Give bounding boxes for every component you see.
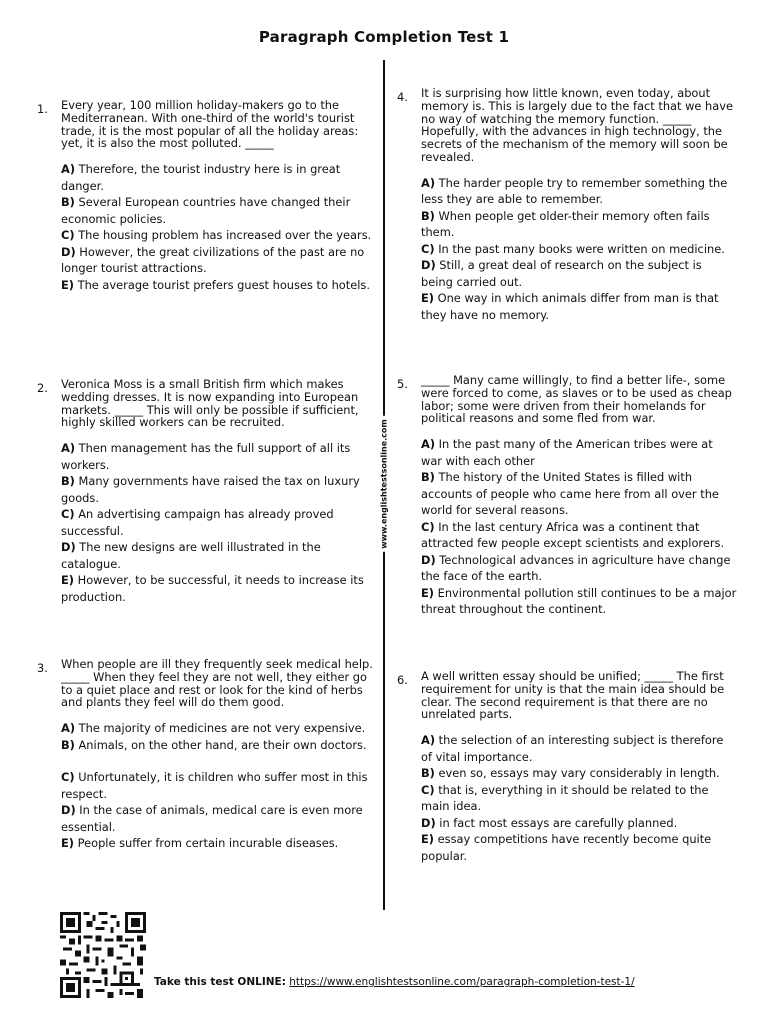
question-number: 5.	[397, 377, 408, 391]
option-letter: B)	[421, 766, 435, 781]
option-c[interactable]	[61, 227, 373, 244]
option-b[interactable]	[61, 737, 377, 754]
question-number: 2.	[37, 381, 48, 395]
option-letter: B)	[61, 737, 75, 752]
footer	[154, 976, 635, 988]
question-stem: Every year, 100 million holiday-makers go to the Mediterranean. With one-third of the world's tourist trade, it is the most popular of all the holiday areas: yet, it is also the most polluted. _____	[61, 98, 359, 151]
option-a[interactable]	[61, 440, 373, 473]
option-letter: E)	[61, 277, 74, 292]
option-text: In the past many books were written on medicine.	[438, 241, 725, 256]
qr-code-icon[interactable]	[58, 912, 148, 998]
option-letter: E)	[421, 832, 434, 847]
option-letter: C)	[61, 770, 75, 785]
option-letter: C)	[421, 241, 435, 256]
option-letter: D)	[61, 244, 76, 259]
test-online-link[interactable]: https://www.englishtestsonline.com/paragraph-completion-test-1/	[289, 976, 635, 988]
question-stem: Veronica Moss is a small British firm which makes wedding dresses. It is now expanding into European markets. _____ This will only be possible if sufficient, highly skilled workers can be recruited.	[61, 377, 359, 430]
option-e[interactable]	[421, 585, 737, 618]
question-stem: A well written essay should be unified; _____ The first requirement for unity is that the main idea should be clear. The second requirement is that there are no unrelated parts.	[421, 669, 725, 722]
option-text: essay competitions have recently become quite popular.	[421, 832, 712, 863]
option-text: Animals, on the other hand, are their own doctors.	[78, 737, 367, 752]
option-a[interactable]	[61, 161, 373, 194]
option-letter: D)	[421, 552, 436, 567]
option-c[interactable]	[421, 782, 737, 815]
option-text: Several European countries have changed their economic policies.	[61, 195, 351, 226]
option-letter: B)	[421, 470, 435, 485]
option-b[interactable]	[421, 469, 737, 519]
option-text: The new designs are well illustrated in the catalogue.	[61, 540, 321, 571]
option-text: the selection of an interesting subject is therefore of vital importance.	[421, 733, 724, 764]
option-letter: E)	[61, 836, 74, 851]
option-letter: E)	[61, 573, 74, 588]
option-letter: C)	[421, 519, 435, 534]
option-text: even so, essays may vary considerably in length.	[438, 766, 720, 781]
option-list	[421, 175, 737, 324]
option-a[interactable]	[421, 436, 737, 469]
option-d[interactable]	[61, 539, 373, 572]
option-a[interactable]	[61, 720, 377, 737]
option-text: in fact most essays are carefully planned.	[439, 815, 678, 830]
option-text: Unfortunately, it is children who suffer most in this respect.	[61, 770, 368, 801]
option-text: Still, a great deal of research on the subject is being carried out.	[421, 258, 702, 289]
option-text: However, the great civilizations of the past are no longer tourist attractions.	[61, 244, 365, 276]
question-block-6	[421, 670, 737, 864]
option-letter: D)	[421, 258, 436, 273]
question-block-1	[61, 99, 373, 293]
question-number: 3.	[37, 661, 48, 675]
option-letter: A)	[61, 721, 76, 736]
option-text: The history of the United States is filled with accounts of people who came here from all over the world for several reasons.	[421, 470, 719, 518]
option-list	[61, 440, 373, 605]
option-letter: A)	[421, 733, 436, 748]
option-text: When people get older-their memory often fails them.	[421, 208, 710, 240]
option-text: People suffer from certain incurable diseases.	[77, 836, 339, 851]
option-letter: E)	[421, 585, 434, 600]
option-letter: E)	[421, 291, 434, 306]
option-list	[421, 732, 737, 864]
option-b[interactable]	[421, 765, 737, 782]
question-block-5	[421, 374, 737, 618]
option-text: However, to be successful, it needs to increase its production.	[61, 573, 364, 604]
option-text: Technological advances in agriculture have change the face of the earth.	[421, 552, 731, 584]
option-letter: B)	[421, 208, 435, 223]
option-e[interactable]	[61, 277, 373, 294]
option-text: One way in which animals differ from man is that they have no memory.	[421, 291, 719, 322]
option-text: Many governments have raised the tax on luxury goods.	[61, 474, 360, 505]
option-e[interactable]	[421, 290, 737, 323]
option-letter: A)	[421, 437, 436, 452]
option-text: In the case of animals, medical care is even more essential.	[61, 803, 363, 834]
option-letter: C)	[421, 782, 435, 797]
question-number: 1.	[37, 102, 48, 116]
question-stem: When people are ill they frequently seek medical help. _____ When they feel they are not well, they either go to a quiet place and rest or look for the kind of herbs and plants they feel will do them good.	[61, 657, 373, 710]
option-letter: B)	[61, 474, 75, 489]
option-c[interactable]	[61, 506, 373, 539]
option-b[interactable]	[61, 194, 373, 227]
option-a[interactable]	[421, 732, 737, 765]
question-stem: _____ Many came willingly, to find a better life-, some were forced to come, as slaves or to be used as cheap labor; some were driven from their homelands for political reasons and some fled from war.	[421, 373, 732, 426]
option-text: An advertising campaign has already proved successful.	[61, 507, 334, 538]
option-letter: C)	[61, 507, 75, 522]
footer-label: Take this test ONLINE:	[154, 976, 286, 988]
option-letter: D)	[61, 803, 76, 818]
option-text: The housing problem has increased over the years.	[78, 228, 372, 243]
option-b[interactable]	[61, 473, 373, 506]
option-d[interactable]	[421, 257, 737, 290]
question-block-4	[421, 87, 737, 323]
option-e[interactable]	[421, 831, 737, 864]
option-letter: A)	[61, 441, 76, 456]
option-text: The majority of medicines are not very expensive.	[78, 721, 366, 736]
option-list	[421, 436, 737, 618]
option-text: In the last century Africa was a continent that attracted few people except scientists and explorers.	[421, 519, 725, 551]
question-stem: It is surprising how little known, even today, about memory is. This is largely due to the fact that we have no way of watching the memory function. _____ Hopefully, with the advances in high technology, the secrets of the mechanism of the memory will soon be revealed.	[421, 86, 733, 164]
option-letter: D)	[61, 540, 76, 555]
question-block-2	[61, 378, 373, 605]
option-letter: A)	[61, 162, 76, 177]
option-b[interactable]	[421, 208, 737, 241]
option-c[interactable]	[421, 519, 737, 552]
option-letter: B)	[61, 195, 75, 210]
option-letter: A)	[421, 175, 436, 190]
option-text: Then management has the full support of all its workers.	[61, 441, 351, 472]
option-text: Therefore, the tourist industry here is in great danger.	[61, 162, 341, 193]
page-title: Paragraph Completion Test 1	[258, 28, 510, 46]
option-d[interactable]	[421, 552, 737, 585]
option-letter: D)	[421, 815, 436, 830]
question-number: 6.	[397, 673, 408, 687]
option-e[interactable]	[61, 835, 377, 852]
question-block-3	[61, 658, 377, 852]
question-number: 4.	[397, 90, 408, 104]
option-a[interactable]	[421, 175, 737, 208]
option-list	[61, 720, 377, 852]
option-letter: C)	[61, 228, 75, 243]
option-text: that is, everything in it should be related to the main idea.	[421, 782, 709, 814]
option-e[interactable]	[61, 572, 373, 605]
option-d[interactable]	[421, 815, 737, 832]
option-c[interactable]	[61, 769, 377, 802]
option-d[interactable]	[61, 244, 373, 277]
option-text: The harder people try to remember something the less they are able to remember.	[421, 175, 728, 207]
option-c[interactable]	[421, 241, 737, 258]
watermark-text: www.englishtestsonline.com	[380, 416, 389, 552]
option-list	[61, 161, 373, 293]
option-text: The average tourist prefers guest houses to hotels.	[77, 277, 370, 292]
option-d[interactable]	[61, 802, 377, 835]
option-text: In the past many of the American tribes were at war with each other	[421, 437, 713, 468]
option-text: Environmental pollution still continues to be a major threat throughout the continent.	[421, 585, 737, 617]
